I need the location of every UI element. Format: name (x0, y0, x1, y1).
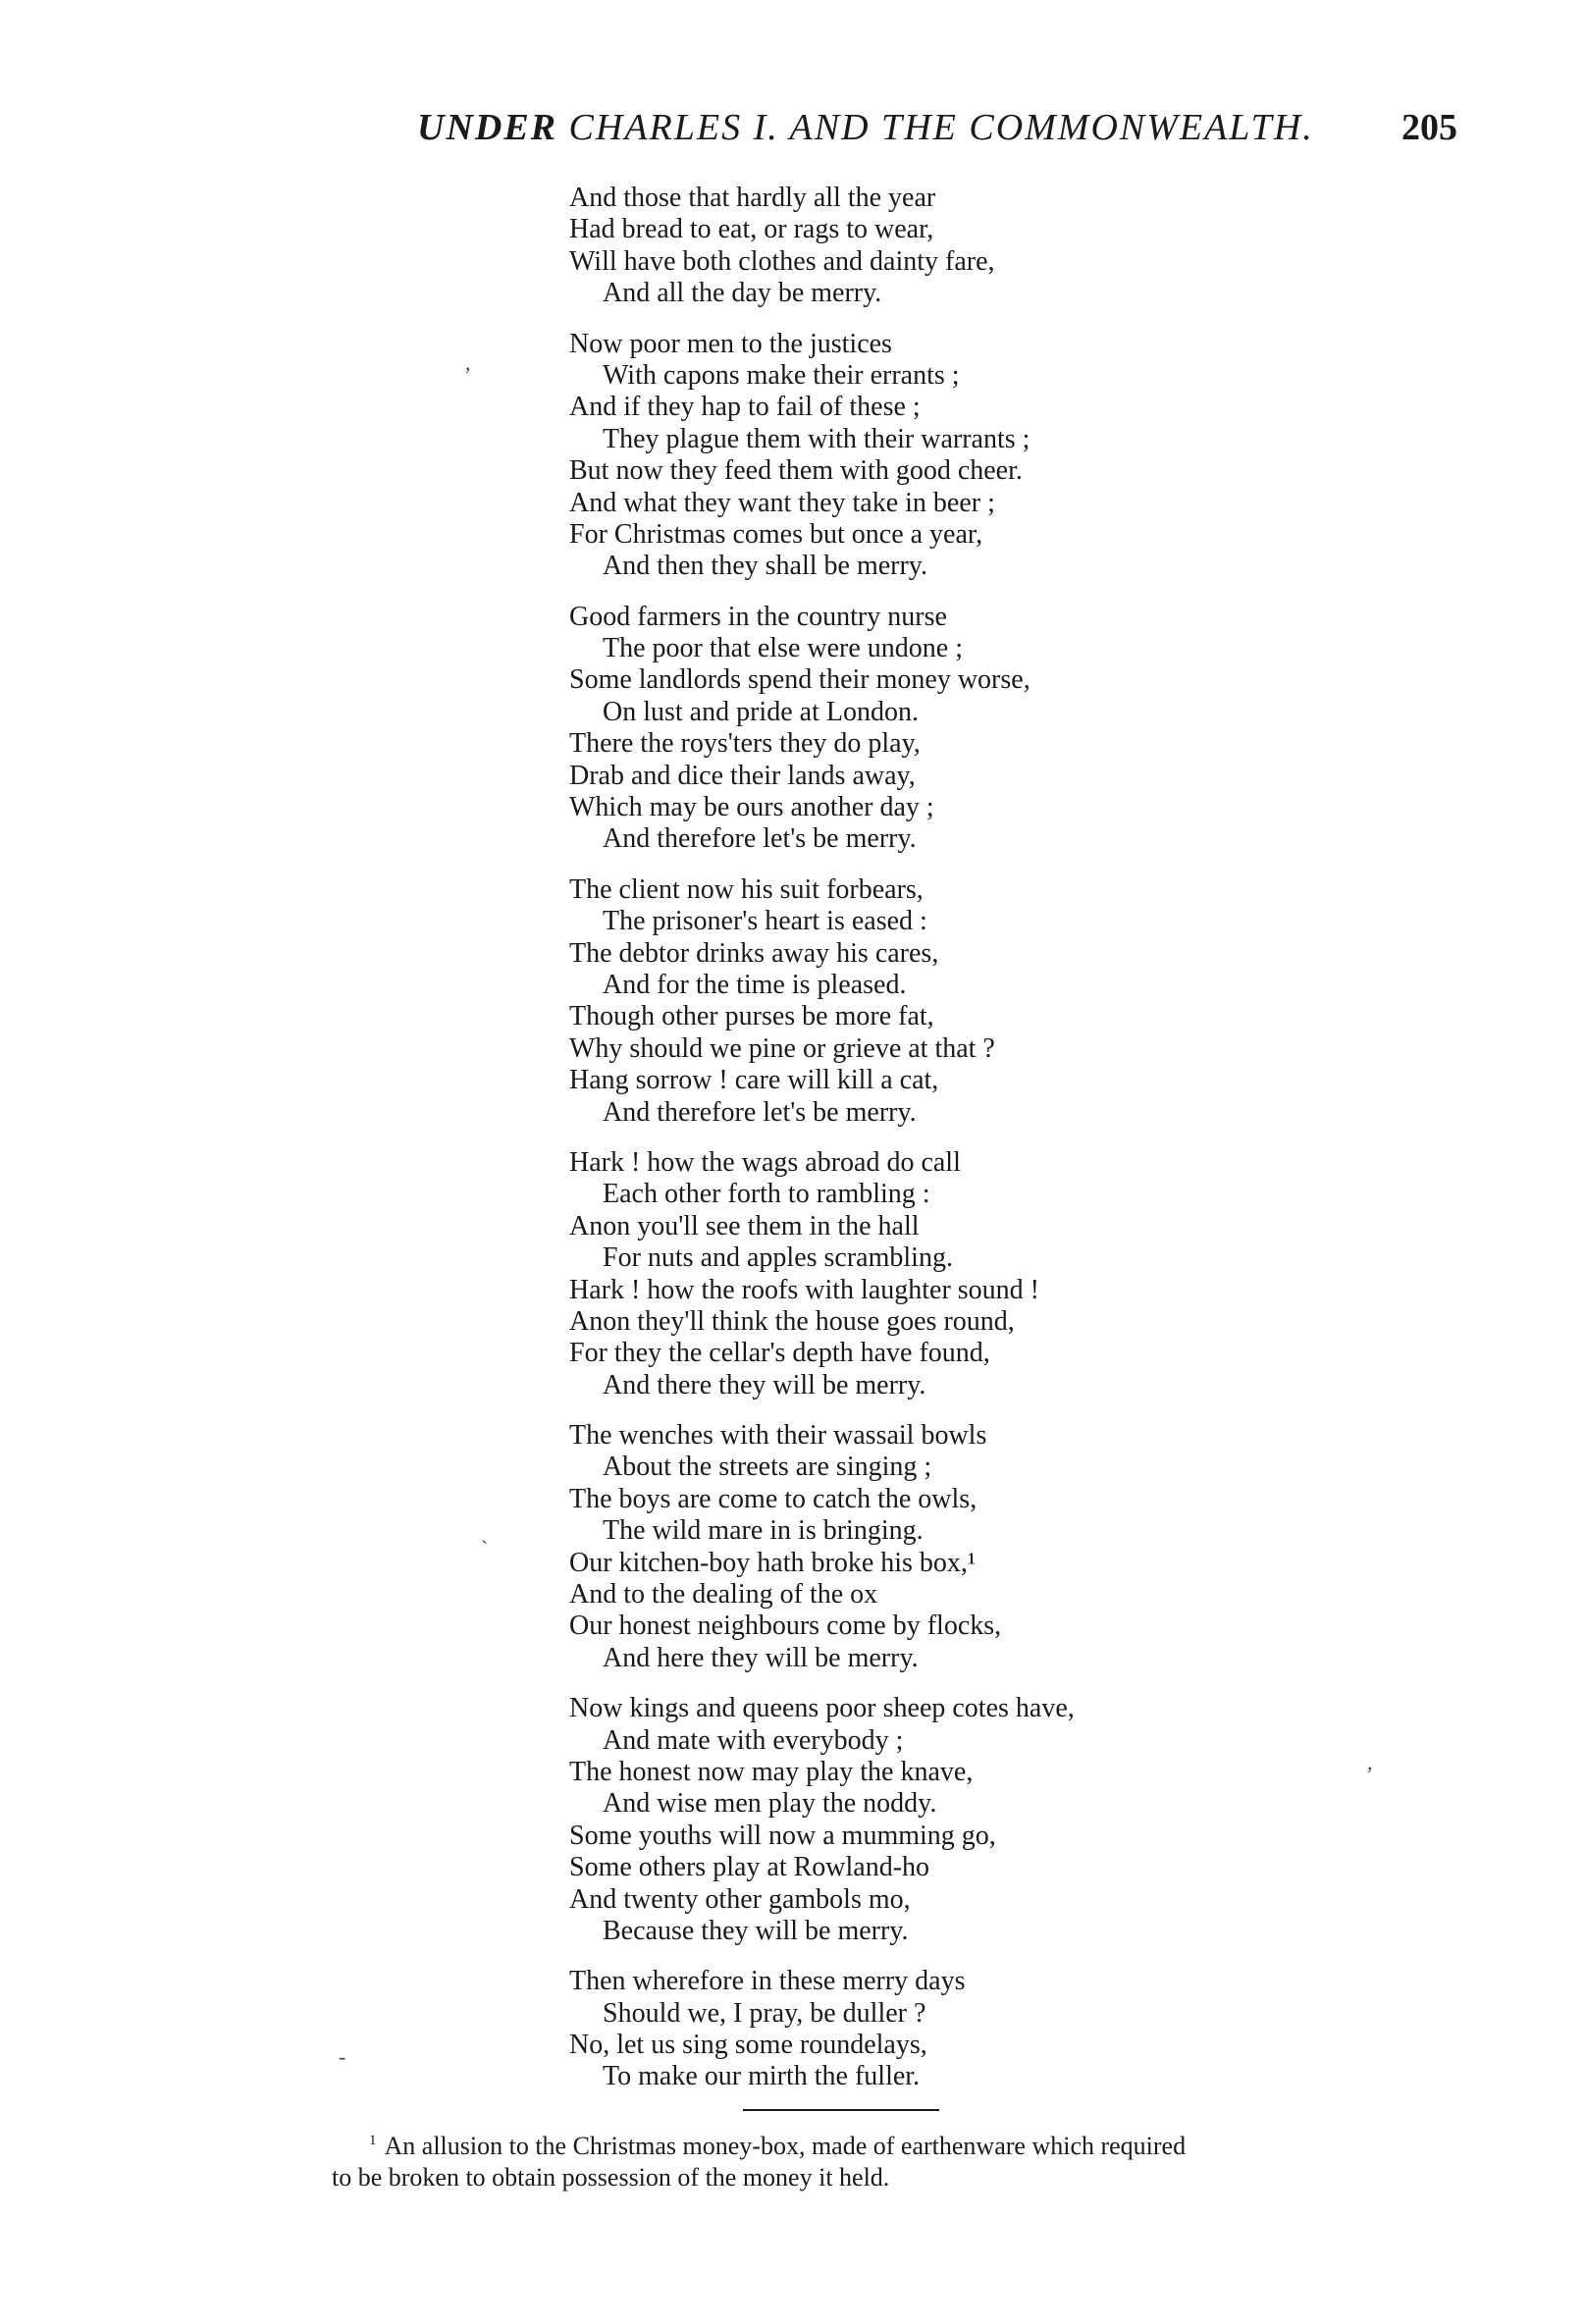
poem-line: And here they will be merry. (603, 1642, 919, 1673)
stanza (569, 183, 1315, 310)
poem-line: And therefore let's be merry. (603, 823, 917, 855)
poem-line: Anon they'll think the house goes round, (569, 1305, 1015, 1337)
poem-line: And for the time is pleased. (603, 969, 907, 1000)
poem-line: With capons make their errants ; (603, 359, 960, 391)
footnote-rule (743, 2109, 939, 2111)
poem-line: And then they shall be merry. (603, 551, 927, 582)
poem-line: Will have both clothes and dainty fare, (569, 245, 995, 277)
running-head-title-rest: CHARLES I. AND THE COMMONWEALTH. (557, 107, 1314, 148)
poem-line: About the streets are singing ; (603, 1452, 932, 1483)
poem-line: There the roys'ters they do play, (569, 728, 921, 760)
poem-line: The prisoner's heart is eased : (603, 906, 927, 937)
poem-line: And twenty other gambols mo, (569, 1883, 911, 1915)
poem-line: For nuts and apples scrambling. (603, 1242, 953, 1274)
stanza (569, 1147, 1315, 1401)
poem-line: And wise men play the noddy. (603, 1788, 937, 1820)
poem-line: Had bread to eat, or rags to wear, (569, 214, 934, 245)
poem-line: Our honest neighbours come by flocks, (569, 1611, 1002, 1642)
poem-line: But now they feed them with good cheer. (569, 455, 1023, 487)
poem-line: The wenches with their wassail bowls (569, 1420, 987, 1452)
poem-line: Anon you'll see them in the hall (569, 1210, 920, 1241)
poem-line: On lust and pride at London. (603, 696, 919, 727)
stanza (569, 329, 1315, 583)
poem-line: Which may be ours another day ; (569, 792, 934, 823)
poem-line: Each other forth to rambling : (603, 1179, 930, 1210)
poem-line: And therefore let's be merry. (603, 1096, 917, 1128)
poem-line: The wild mare in is bringing. (603, 1515, 924, 1547)
poem-line: Now kings and queens poor sheep cotes have, (569, 1693, 1075, 1724)
poem-line: Some others play at Rowland-ho (569, 1852, 930, 1883)
poem-line: Should we, I pray, be duller ? (603, 1997, 926, 2029)
poem-line: And all the day be merry. (603, 278, 882, 309)
poem-line: For Christmas comes but once a year, (569, 518, 983, 550)
poem-line: The boys are come to catch the owls, (569, 1483, 977, 1514)
print-speck: - (339, 2044, 346, 2069)
poem-line: Why should we pine or grieve at that ? (569, 1032, 995, 1064)
running-head-title (417, 106, 1314, 149)
stanza (569, 1420, 1315, 1674)
print-speck: , (465, 350, 471, 375)
page-number: 205 (1401, 107, 1457, 148)
poem-line: The client now his suit forbears, (569, 873, 924, 905)
poem-line: For they the cellar's depth have found, (569, 1338, 990, 1369)
poem-line: Hark ! how the wags abroad do call (569, 1146, 961, 1178)
poem-line: They plague them with their warrants ; (603, 423, 1030, 454)
poem-line: And mate with everybody ; (603, 1724, 904, 1756)
running-head-title-lead: UNDER (417, 107, 558, 148)
stanza (569, 1693, 1315, 1947)
poem-line: And if they hap to fail of these ; (569, 392, 921, 423)
footnote-marker: 1 (369, 2133, 377, 2148)
poem-line: And to the dealing of the ox (569, 1579, 878, 1611)
running-head (417, 106, 1457, 155)
stanza (569, 602, 1315, 856)
poem-line: No, let us sing some roundelays, (569, 2030, 927, 2061)
poem-line: Then wherefore in these merry days (569, 1966, 966, 1997)
poem-line: Hark ! how the roofs with laughter sound ! (569, 1274, 1040, 1305)
stanza (569, 874, 1315, 1129)
poem-line: Hang sorrow ! care will kill a cat, (569, 1065, 939, 1096)
stanza (569, 1966, 1315, 2093)
poem-line: And those that hardly all the year (569, 183, 936, 213)
poem-line: Drab and dice their lands away, (569, 760, 916, 791)
poem-line: The poor that else were undone ; (603, 633, 963, 664)
footnote-text: An allusion to the Christmas money-box, made of earthenware which required (384, 2132, 1187, 2160)
poem-line: The debtor drinks away his cares, (569, 937, 939, 969)
poem-line: Some youths will now a mumming go, (569, 1820, 996, 1851)
footnote (332, 2125, 1460, 2193)
footnote-line (332, 2125, 1460, 2162)
footnote-line: to be broken to obtain possession of the money it held. (332, 2163, 890, 2192)
poem-line: Some landlords spend their money worse, (569, 664, 1030, 696)
poem-line: To make our mirth the fuller. (603, 2061, 921, 2092)
poem-line: Good farmers in the country nurse (569, 601, 947, 632)
poem-line: Because they will be merry. (603, 1915, 909, 1946)
poem-line: And what they want they take in beer ; (569, 487, 995, 518)
poem-line: Though other purses be more fat, (569, 1001, 934, 1032)
poem-line: And there they will be merry. (603, 1369, 926, 1400)
poem-line: Our kitchen-boy hath broke his box,¹ (569, 1547, 977, 1578)
print-speck: ˏ (481, 1519, 489, 1544)
print-speck: , (1367, 1750, 1373, 1774)
poem-line: The honest now may play the knave, (569, 1756, 974, 1787)
poem-line: Now poor men to the justices (569, 328, 892, 359)
poem (569, 183, 1315, 2112)
